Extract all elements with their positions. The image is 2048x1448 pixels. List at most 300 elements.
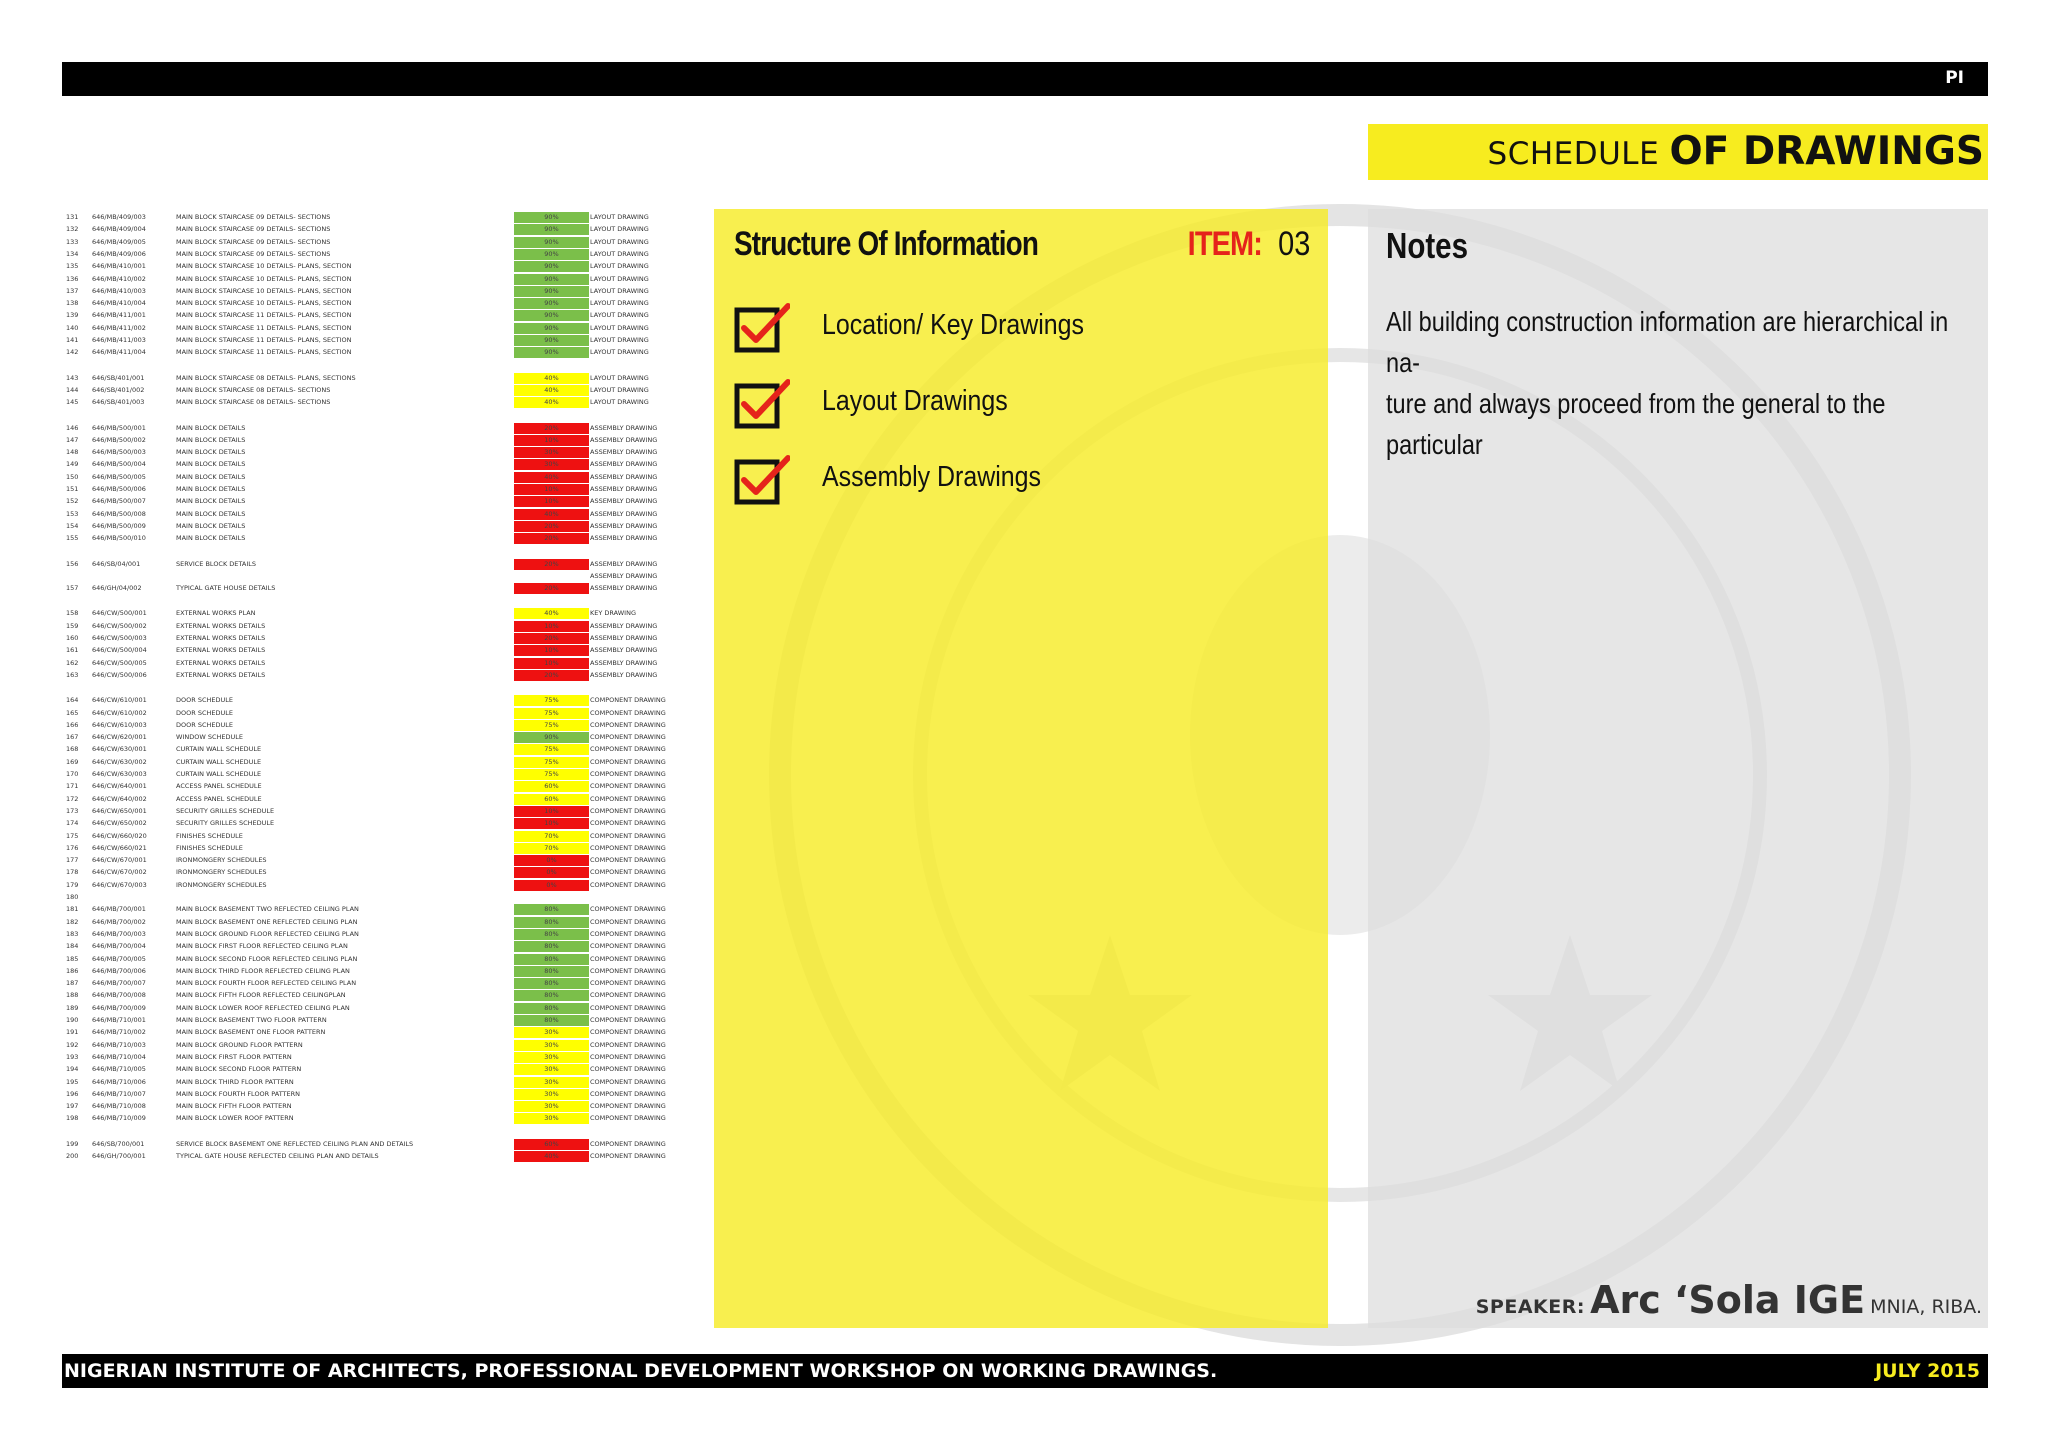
table-row	[62, 658, 682, 669]
drawing-title: DOOR SCHEDULE	[176, 720, 233, 729]
drawing-title: MAIN BLOCK STAIRCASE 10 DETAILS- PLANS, SECTION	[176, 274, 352, 283]
row-number: 169	[66, 757, 79, 766]
drawing-code: 646/MB/410/002	[92, 274, 146, 283]
table-row	[62, 695, 682, 706]
drawing-code: 646/MB/710/004	[92, 1052, 146, 1061]
table-row	[62, 583, 682, 594]
progress-cell: 30%	[514, 1027, 589, 1038]
drawing-title: SERVICE BLOCK DETAILS	[176, 559, 256, 568]
drawing-stage: ASSEMBLY DRAWING	[590, 509, 658, 518]
footer-date: JULY 2015	[1875, 1360, 1980, 1382]
table-row	[62, 237, 682, 248]
table-row	[62, 941, 682, 952]
table-row	[62, 249, 682, 260]
drawing-title: FINISHES SCHEDULE	[176, 831, 243, 840]
drawing-code: 646/CW/640/002	[92, 794, 147, 803]
table-row	[62, 1052, 682, 1063]
drawing-code: 646/CW/500/003	[92, 634, 147, 642]
drawing-schedule-table	[62, 210, 682, 1160]
row-number: 154	[66, 521, 79, 530]
footer-title: NIGERIAN INSTITUTE OF ARCHITECTS, PROFESSIONAL DEVELOPMENT WORKSHOP ON WORKING DRAWINGS.	[64, 1360, 1218, 1382]
drawing-code: 646/SB/401/002	[92, 385, 145, 394]
drawing-stage: LAYOUT DRAWING	[590, 213, 649, 221]
progress-cell: 40%	[514, 373, 589, 384]
drawing-code: 646/MB/410/004	[92, 299, 146, 308]
row-number: 198	[66, 1114, 79, 1123]
drawing-title: MAIN BLOCK SECOND FLOOR REFLECTED CEILING PLAN	[176, 954, 358, 963]
drawing-title: MAIN BLOCK DETAILS	[176, 497, 246, 506]
drawing-title: MAIN BLOCK DETAILS	[176, 509, 246, 518]
drawing-title: MAIN BLOCK FOURTH FLOOR REFLECTED CEILING PLAN	[176, 979, 357, 988]
drawing-stage: COMPONENT DRAWING	[590, 757, 666, 766]
table-row	[62, 954, 682, 965]
drawing-stage: LAYOUT DRAWING	[590, 237, 649, 246]
drawing-stage: COMPONENT DRAWING	[590, 770, 666, 778]
table-row	[62, 472, 682, 483]
drawing-stage: COMPONENT DRAWING	[590, 1077, 666, 1086]
drawing-stage: COMPONENT DRAWING	[590, 1102, 666, 1111]
drawing-title: DOOR SCHEDULE	[176, 696, 233, 705]
drawing-title: EXTERNAL WORKS DETAILS	[176, 646, 266, 655]
drawing-title: TYPICAL GATE HOUSE DETAILS	[176, 584, 276, 593]
progress-cell	[514, 892, 589, 903]
progress-cell: 40%	[514, 1151, 589, 1162]
drawing-title: MAIN BLOCK STAIRCASE 10 DETAILS- PLANS, SECTION	[176, 262, 352, 271]
row-number: 166	[66, 720, 79, 729]
progress-cell: 20%	[514, 633, 589, 644]
progress-cell: 90%	[514, 323, 589, 334]
drawing-stage: ASSEMBLY DRAWING	[590, 571, 658, 580]
row-number: 148	[66, 448, 79, 457]
progress-cell: 30%	[514, 1077, 589, 1088]
row-number: 180	[66, 893, 79, 901]
drawing-stage: COMPONENT DRAWING	[590, 708, 666, 717]
drawing-stage: LAYOUT DRAWING	[590, 385, 649, 394]
table-row	[62, 484, 682, 495]
drawing-stage: ASSEMBLY DRAWING	[590, 485, 658, 493]
drawing-stage: COMPONENT DRAWING	[590, 819, 666, 828]
table-row	[62, 1151, 682, 1162]
row-number: 163	[66, 670, 79, 679]
drawing-stage: ASSEMBLY DRAWING	[590, 646, 658, 655]
table-row	[62, 335, 682, 346]
checkbox-checked-icon	[734, 378, 790, 430]
drawing-code: 646/MB/700/005	[92, 954, 146, 963]
drawing-stage: COMPONENT DRAWING	[590, 868, 666, 877]
progress-cell: 80%	[514, 990, 589, 1001]
drawing-title: MAIN BLOCK BASEMENT ONE REFLECTED CEILING PLAN	[176, 917, 358, 926]
table-row	[62, 806, 682, 817]
drawing-code: 646/SB/401/003	[92, 398, 145, 407]
progress-cell: 90%	[514, 249, 589, 260]
drawing-title: MAIN BLOCK STAIRCASE 09 DETAILS- SECTIONS	[176, 213, 331, 221]
table-row	[62, 310, 682, 321]
progress-cell: 0%	[514, 855, 589, 866]
drawing-title: CURTAIN WALL SCHEDULE	[176, 770, 262, 778]
table-row	[62, 1015, 682, 1026]
drawing-stage: COMPONENT DRAWING	[590, 905, 666, 914]
footer-bar	[62, 1354, 1988, 1388]
row-number: 151	[66, 485, 79, 493]
progress-cell: 90%	[514, 310, 589, 321]
drawing-title: MAIN BLOCK STAIRCASE 11 DETAILS- PLANS, SECTION	[176, 311, 352, 320]
notes-panel	[1368, 209, 1988, 1328]
drawing-title: MAIN BLOCK STAIRCASE 11 DETAILS- PLANS, SECTION	[176, 336, 352, 344]
drawing-code: 646/CW/500/002	[92, 621, 147, 630]
item-number: 03	[1277, 225, 1310, 263]
drawing-stage: LAYOUT DRAWING	[590, 311, 649, 320]
row-number: 178	[66, 868, 79, 877]
drawing-code: 646/MB/500/004	[92, 460, 146, 469]
row-number: 170	[66, 770, 79, 778]
progress-cell: 30%	[514, 447, 589, 458]
drawing-stage: LAYOUT DRAWING	[590, 249, 649, 258]
checklist-item-assembly: Assembly Drawings	[822, 461, 1041, 493]
drawing-stage: LAYOUT DRAWING	[590, 373, 649, 382]
drawing-title: CURTAIN WALL SCHEDULE	[176, 745, 262, 754]
top-bar	[62, 62, 1988, 96]
table-row	[62, 892, 682, 903]
row-number: 132	[66, 225, 79, 234]
table-row	[62, 917, 682, 928]
drawing-title: TYPICAL GATE HOUSE REFLECTED CEILING PLAN AND DETAILS	[176, 1152, 379, 1160]
drawing-stage: COMPONENT DRAWING	[590, 1139, 666, 1148]
row-number: 176	[66, 843, 79, 852]
drawing-code: 646/MB/409/004	[92, 225, 146, 234]
progress-cell: 90%	[514, 237, 589, 248]
drawing-stage: COMPONENT DRAWING	[590, 1152, 666, 1160]
drawing-code: 646/CW/670/002	[92, 868, 147, 877]
progress-cell: 80%	[514, 917, 589, 928]
table-row	[62, 769, 682, 780]
drawing-title: EXTERNAL WORKS DETAILS	[176, 658, 266, 667]
table-row	[62, 831, 682, 842]
drawing-code: 646/MB/710/009	[92, 1114, 146, 1123]
drawing-code: 646/MB/700/003	[92, 929, 146, 938]
table-row	[62, 720, 682, 731]
progress-cell: 90%	[514, 274, 589, 285]
drawing-code: 646/MB/710/005	[92, 1065, 146, 1074]
drawing-stage: ASSEMBLY DRAWING	[590, 435, 658, 444]
row-number: 190	[66, 1016, 79, 1024]
drawing-code: 646/CW/610/003	[92, 720, 147, 729]
drawing-stage: ASSEMBLY DRAWING	[590, 634, 658, 642]
progress-cell: 70%	[514, 831, 589, 842]
progress-cell: 40%	[514, 608, 589, 619]
drawing-code: 646/GH/04/002	[92, 584, 142, 593]
drawing-code: 646/MB/409/003	[92, 213, 146, 221]
drawing-code: 646/MB/500/010	[92, 534, 146, 543]
row-number: 177	[66, 856, 79, 865]
drawing-title: MAIN BLOCK STAIRCASE 10 DETAILS- PLANS, SECTION	[176, 299, 352, 308]
table-row	[62, 224, 682, 235]
title-bold: OF DRAWINGS	[1669, 129, 1984, 174]
table-row	[62, 571, 682, 582]
drawing-stage: COMPONENT DRAWING	[590, 794, 666, 803]
checklist-item-layout: Layout Drawings	[822, 385, 1008, 417]
row-number: 196	[66, 1089, 79, 1098]
row-number: 164	[66, 696, 79, 705]
row-number: 183	[66, 929, 79, 938]
progress-cell: 90%	[514, 335, 589, 346]
drawing-code: 646/CW/650/001	[92, 806, 147, 815]
drawing-stage: COMPONENT DRAWING	[590, 696, 666, 705]
drawing-stage: ASSEMBLY DRAWING	[590, 448, 658, 457]
drawing-code: 646/CW/630/001	[92, 745, 147, 754]
progress-cell: 30%	[514, 1101, 589, 1112]
drawing-code: 646/MB/410/001	[92, 262, 146, 271]
row-number: 200	[66, 1152, 79, 1160]
drawing-stage: COMPONENT DRAWING	[590, 966, 666, 975]
drawing-code: 646/MB/710/007	[92, 1089, 146, 1098]
drawing-code: 646/MB/409/005	[92, 237, 146, 246]
drawing-stage: COMPONENT DRAWING	[590, 942, 666, 951]
row-number: 149	[66, 460, 79, 469]
drawing-stage: ASSEMBLY DRAWING	[590, 670, 658, 679]
drawing-code: 646/MB/710/008	[92, 1102, 146, 1111]
drawing-title: ACCESS PANEL SCHEDULE	[176, 794, 262, 803]
drawing-stage: COMPONENT DRAWING	[590, 1052, 666, 1061]
drawing-title: SERVICE BLOCK BASEMENT ONE REFLECTED CEILING PLAN AND DETAILS	[176, 1139, 414, 1148]
progress-cell: 90%	[514, 224, 589, 235]
drawing-title: MAIN BLOCK STAIRCASE 09 DETAILS- SECTIONS	[176, 225, 331, 234]
drawing-title: MAIN BLOCK DETAILS	[176, 521, 246, 530]
row-number: 161	[66, 646, 79, 655]
structure-panel	[714, 209, 1328, 1328]
row-number: 184	[66, 942, 79, 951]
progress-cell: 90%	[514, 298, 589, 309]
drawing-title: MAIN BLOCK DETAILS	[176, 448, 246, 457]
row-number: 199	[66, 1139, 79, 1148]
drawing-title: MAIN BLOCK LOWER ROOF PATTERN	[176, 1114, 294, 1123]
progress-cell: 30%	[514, 1040, 589, 1051]
progress-cell: 80%	[514, 966, 589, 977]
drawing-stage: ASSEMBLY DRAWING	[590, 658, 658, 667]
progress-cell: 90%	[514, 732, 589, 743]
checkbox-checked-icon	[734, 454, 790, 506]
table-row	[62, 1089, 682, 1100]
progress-cell: 90%	[514, 347, 589, 358]
drawing-code: 646/CW/630/003	[92, 770, 147, 778]
drawing-title: MAIN BLOCK DETAILS	[176, 534, 246, 543]
drawing-stage: COMPONENT DRAWING	[590, 806, 666, 815]
row-number: 179	[66, 880, 79, 889]
drawing-stage: LAYOUT DRAWING	[590, 299, 649, 308]
progress-cell: 10%	[514, 435, 589, 446]
table-row	[62, 966, 682, 977]
drawing-title: ACCESS PANEL SCHEDULE	[176, 782, 262, 791]
drawing-title: EXTERNAL WORKS PLAN	[176, 609, 256, 618]
table-row	[62, 373, 682, 384]
row-number: 136	[66, 274, 79, 283]
progress-cell: 20%	[514, 559, 589, 570]
table-row	[62, 990, 682, 1001]
drawing-stage: ASSEMBLY DRAWING	[590, 584, 658, 593]
progress-cell: 40%	[514, 472, 589, 483]
row-number: 140	[66, 323, 79, 332]
progress-cell: 90%	[514, 261, 589, 272]
table-row	[62, 880, 682, 891]
drawing-stage: ASSEMBLY DRAWING	[590, 559, 658, 568]
table-row	[62, 385, 682, 396]
table-row	[62, 757, 682, 768]
drawing-code: 646/MB/710/003	[92, 1040, 146, 1049]
table-row	[62, 978, 682, 989]
row-number: 131	[66, 213, 79, 221]
row-number: 146	[66, 423, 79, 432]
row-number: 189	[66, 1003, 79, 1012]
drawing-title: MAIN BLOCK THIRD FLOOR PATTERN	[176, 1077, 294, 1086]
drawing-code: 646/MB/500/007	[92, 497, 146, 506]
drawing-code: 646/MB/500/002	[92, 435, 146, 444]
drawing-stage: LAYOUT DRAWING	[590, 336, 649, 344]
progress-cell: 80%	[514, 904, 589, 915]
drawing-code: 646/MB/700/007	[92, 979, 146, 988]
row-number: 197	[66, 1102, 79, 1111]
progress-cell: 20%	[514, 533, 589, 544]
drawing-stage: ASSEMBLY DRAWING	[590, 521, 658, 530]
drawing-stage: COMPONENT DRAWING	[590, 745, 666, 754]
drawing-stage: COMPONENT DRAWING	[590, 782, 666, 791]
progress-cell: 70%	[514, 843, 589, 854]
drawing-stage: ASSEMBLY DRAWING	[590, 497, 658, 506]
table-row	[62, 732, 682, 743]
page-marker: PI	[1945, 68, 1964, 88]
row-number: 187	[66, 979, 79, 988]
table-row	[62, 274, 682, 285]
table-row	[62, 855, 682, 866]
table-row	[62, 608, 682, 619]
drawing-code: 646/MB/700/009	[92, 1003, 146, 1012]
table-row	[62, 818, 682, 829]
progress-cell: 0%	[514, 867, 589, 878]
speaker-label: SPEAKER:	[1475, 1296, 1585, 1318]
drawing-code: 646/GH/700/001	[92, 1152, 146, 1160]
drawing-stage: COMPONENT DRAWING	[590, 1065, 666, 1074]
table-row	[62, 447, 682, 458]
table-row	[62, 1113, 682, 1124]
item-label: ITEM:	[1187, 225, 1262, 263]
drawing-stage: COMPONENT DRAWING	[590, 831, 666, 840]
drawing-stage: COMPONENT DRAWING	[590, 1089, 666, 1098]
drawing-code: 646/MB/411/001	[92, 311, 146, 320]
drawing-stage: COMPONENT DRAWING	[590, 954, 666, 963]
drawing-stage: COMPONENT DRAWING	[590, 880, 666, 889]
drawing-code: 646/MB/710/006	[92, 1077, 146, 1086]
row-number: 158	[66, 609, 79, 618]
progress-cell: 0%	[514, 880, 589, 891]
table-row	[62, 533, 682, 544]
table-row	[62, 1101, 682, 1112]
drawing-code: 646/MB/500/001	[92, 423, 146, 432]
table-row	[62, 423, 682, 434]
drawing-code: 646/MB/700/001	[92, 905, 146, 914]
table-row	[62, 559, 682, 570]
progress-cell: 20%	[514, 670, 589, 681]
drawing-title: MAIN BLOCK GROUND FLOOR PATTERN	[176, 1040, 303, 1049]
progress-cell: 40%	[514, 397, 589, 408]
drawing-code: 646/MB/700/002	[92, 917, 146, 926]
table-row	[62, 621, 682, 632]
title-banner	[1368, 124, 1988, 180]
table-row	[62, 744, 682, 755]
progress-cell: 90%	[514, 212, 589, 223]
table-row	[62, 929, 682, 940]
drawing-code: 646/SB/401/001	[92, 373, 145, 382]
drawing-title: MAIN BLOCK DETAILS	[176, 472, 246, 481]
table-row	[62, 521, 682, 532]
table-row	[62, 286, 682, 297]
row-number: 160	[66, 634, 79, 642]
row-number: 135	[66, 262, 79, 271]
row-number: 191	[66, 1028, 79, 1037]
notes-heading: Notes	[1386, 225, 1469, 266]
table-row	[62, 670, 682, 681]
table-row	[62, 1139, 682, 1150]
row-number: 143	[66, 373, 79, 382]
drawing-stage: LAYOUT DRAWING	[590, 274, 649, 283]
row-number: 156	[66, 559, 79, 568]
progress-cell: 75%	[514, 720, 589, 731]
table-row	[62, 435, 682, 446]
drawing-code: 646/MB/500/006	[92, 485, 146, 493]
drawing-code: 646/CW/610/001	[92, 696, 147, 705]
row-number: 139	[66, 311, 79, 320]
row-number: 165	[66, 708, 79, 717]
drawing-title: MAIN BLOCK BASEMENT TWO REFLECTED CEILING PLAN	[176, 905, 359, 914]
drawing-code: 646/SB/700/001	[92, 1139, 145, 1148]
drawing-code: 646/CW/500/005	[92, 658, 147, 667]
drawing-code: 646/CW/650/002	[92, 819, 147, 828]
drawing-title: MAIN BLOCK STAIRCASE 08 DETAILS- SECTIONS	[176, 398, 331, 407]
table-row	[62, 645, 682, 656]
drawing-title: MAIN BLOCK STAIRCASE 09 DETAILS- SECTIONS	[176, 249, 331, 258]
drawing-code: 646/CW/610/002	[92, 708, 147, 717]
drawing-stage: LAYOUT DRAWING	[590, 323, 649, 332]
table-row	[62, 708, 682, 719]
drawing-stage: COMPONENT DRAWING	[590, 1016, 666, 1024]
page-title	[1488, 129, 1984, 174]
row-number: 150	[66, 472, 79, 481]
drawing-stage: ASSEMBLY DRAWING	[590, 621, 658, 630]
drawing-code: 646/CW/620/001	[92, 733, 147, 742]
table-row	[62, 781, 682, 792]
row-number: 133	[66, 237, 79, 246]
drawing-code: 646/CW/500/006	[92, 670, 147, 679]
drawing-title: MAIN BLOCK STAIRCASE 11 DETAILS- PLANS, SECTION	[176, 348, 352, 357]
drawing-stage: COMPONENT DRAWING	[590, 991, 666, 1000]
table-row	[62, 904, 682, 915]
row-number: 138	[66, 299, 79, 308]
drawing-title: EXTERNAL WORKS DETAILS	[176, 670, 266, 679]
progress-cell: 10%	[514, 645, 589, 656]
drawing-stage: COMPONENT DRAWING	[590, 1040, 666, 1049]
item-indicator	[1187, 225, 1310, 264]
row-number: 147	[66, 435, 79, 444]
drawing-stage: ASSEMBLY DRAWING	[590, 423, 658, 432]
drawing-title: MAIN BLOCK BASEMENT ONE FLOOR PATTERN	[176, 1028, 326, 1037]
table-row	[62, 1077, 682, 1088]
drawing-code: 646/MB/710/001	[92, 1016, 146, 1024]
drawing-code: 646/MB/409/006	[92, 249, 146, 258]
progress-cell: 10%	[514, 658, 589, 669]
drawing-stage: ASSEMBLY DRAWING	[590, 534, 658, 543]
drawing-code: 646/CW/500/004	[92, 646, 147, 655]
drawing-title: MAIN BLOCK FIRST FLOOR REFLECTED CEILING PLAN	[176, 942, 348, 951]
progress-cell: 10%	[514, 496, 589, 507]
drawing-title: IRONMONGERY SCHEDULES	[176, 880, 267, 889]
progress-cell: 60%	[514, 781, 589, 792]
